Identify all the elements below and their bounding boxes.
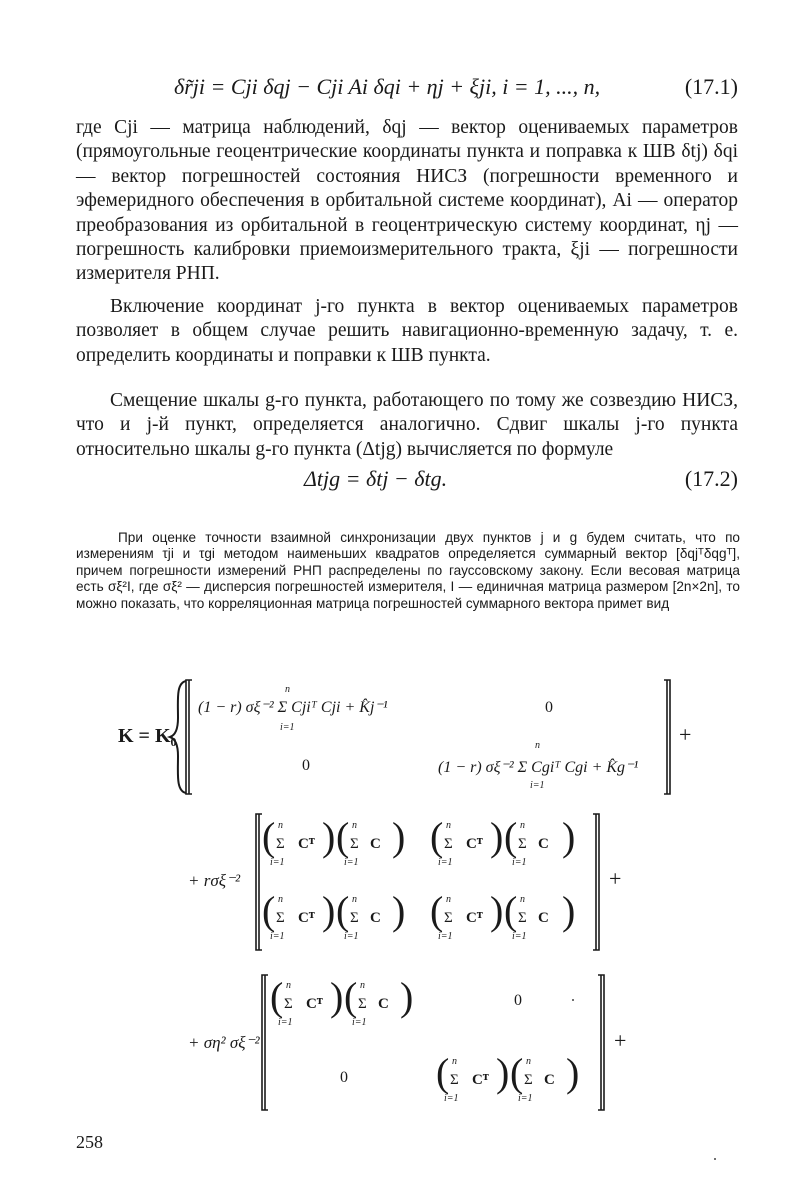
paren-close: )	[322, 814, 336, 859]
equation-17-2-number: (17.2)	[684, 466, 738, 491]
c-matrix: C	[370, 910, 381, 926]
sum-upper: n	[520, 894, 525, 905]
page-number: 258	[76, 1132, 103, 1152]
plus-sign-2: +	[609, 866, 622, 891]
equation-17-1-number: (17.1)	[684, 74, 738, 99]
paren-open: (	[430, 814, 444, 859]
paren-open: (	[262, 888, 276, 933]
sum-lower: i=1	[512, 857, 527, 868]
sum-lower: i=1	[352, 1017, 367, 1028]
paragraph-definitions: где Cji — матрица наблюдений, δqj — вектор оцениваемых параметров (прямоугольные геоцентрические координаты пункта и поправка к ШВ δtj) δqi — вектор погрешностей состояния НИСЗ (погрешности временного и эфемеридного обеспечения в орбитальной системе координат), Ai — оператор преобразования из орбитальной в геоцентрическую систему координат, ηj — погрешность калибровки приемоизмерительного тракта, ξji — погрешности измерителя РНП.	[76, 117, 738, 285]
paren-close: )	[330, 974, 344, 1019]
block1-r2c2: (1 − r) σξ⁻² Σ Cgiᵀ Cgi + K̂g⁻¹	[438, 759, 639, 776]
sum-upper-r2c2: n	[535, 740, 540, 751]
coefficient-block2: + rσξ⁻²	[188, 871, 241, 890]
sigma: Σ	[276, 836, 285, 852]
sum-lower: i=1	[444, 1093, 459, 1104]
block1-r1c1: (1 − r) σξ⁻² Σ Cjiᵀ Cji + K̂j⁻¹	[198, 699, 388, 716]
paren-open: (	[430, 888, 444, 933]
right-bracket-block1-icon	[664, 680, 670, 794]
paren-open: (	[336, 888, 350, 933]
sum-lower: i=1	[438, 857, 453, 868]
sum-lower: i=1	[278, 1017, 293, 1028]
c-matrix: C	[538, 910, 549, 926]
c-matrix: C	[370, 836, 381, 852]
plus-sign-3: +	[614, 1028, 627, 1053]
c-matrix: C	[544, 1072, 555, 1088]
left-bracket-block3-icon	[262, 975, 268, 1110]
block3-r1c2: 0	[514, 992, 522, 1009]
sum-lower-r1c1: i=1	[280, 722, 295, 733]
c-matrix: C	[538, 836, 549, 852]
paren-close: )	[322, 888, 336, 933]
paragraph-time-scale-shift: Смещение шкалы g-го пункта, работающего по тому же созвездию НИСЗ, что и j-й пункт, определяется аналогично. Сдвиг шкалы j-го пункта относительно шкалы g-го пункта (Δtjg) вычисляется по формуле	[76, 390, 738, 460]
print-speck	[572, 999, 574, 1001]
sum-upper: n	[526, 1056, 531, 1067]
sum-upper: n	[278, 820, 283, 831]
c-matrix: Cᵀ	[298, 910, 315, 926]
plus-sign-1: +	[679, 722, 692, 747]
paren-open: (	[344, 974, 358, 1019]
paren-close: )	[490, 814, 504, 859]
c-matrix: Cᵀ	[466, 836, 483, 852]
sigma: Σ	[444, 910, 453, 926]
c-matrix: Cᵀ	[472, 1072, 489, 1088]
block1-r1c2: 0	[545, 699, 553, 716]
c-matrix: C	[378, 996, 389, 1012]
sum-lower: i=1	[270, 931, 285, 942]
paren-close: )	[496, 1050, 510, 1095]
sigma: Σ	[276, 910, 285, 926]
paren-close: )	[490, 888, 504, 933]
block3-r2c1: 0	[340, 1069, 348, 1086]
sigma: Σ	[358, 996, 367, 1012]
sum-lower: i=1	[344, 931, 359, 942]
paren-close: )	[562, 888, 576, 933]
sum-lower: i=1	[270, 857, 285, 868]
c-matrix: Cᵀ	[298, 836, 315, 852]
sigma: Σ	[350, 910, 359, 926]
sum-upper: n	[520, 820, 525, 831]
paren-close: )	[392, 888, 406, 933]
block1-r2c1: 0	[302, 757, 310, 774]
paren-close: )	[566, 1050, 580, 1095]
c-matrix: Cᵀ	[306, 996, 323, 1012]
sum-upper: n	[360, 980, 365, 991]
sum-upper: n	[446, 894, 451, 905]
equation-17-2-formula: Δtjg = δtj − δtg.	[304, 466, 448, 491]
sum-lower-r2c2: i=1	[530, 780, 545, 791]
paren-open: (	[510, 1050, 524, 1095]
paren-open: (	[436, 1050, 450, 1095]
paren-open: (	[336, 814, 350, 859]
block3-cells	[270, 974, 579, 1104]
sum-lower: i=1	[512, 931, 527, 942]
sum-upper: n	[352, 820, 357, 831]
sum-upper-r1c1: n	[285, 684, 290, 695]
paren-open: (	[504, 888, 518, 933]
c-matrix: Cᵀ	[466, 910, 483, 926]
sigma: Σ	[518, 836, 527, 852]
right-bracket-block3-icon	[598, 975, 604, 1110]
sum-upper: n	[352, 894, 357, 905]
paren-open: (	[262, 814, 276, 859]
print-speck	[714, 1158, 716, 1160]
paren-open: (	[504, 814, 518, 859]
paren-close: )	[562, 814, 576, 859]
sum-upper: n	[452, 1056, 457, 1067]
small-print-paragraph: При оценке точности взаимной синхронизации двух пунктов j и g будем считать, что по измерениям τji и τgi методом наименьших квадратов определяется суммарный вектор [δqjᵀδqgᵀ], причем погрешности измерений РНП распределены по гауссовскому закону. Если весовая матрица есть σξ²I, где σξ² — дисперсия погрешностей измерителя, I — единичная матрица размером [2n×2n], то можно показать, что корреляционная матрица погрешностей суммарного вектора примет вид	[76, 530, 740, 611]
paren-open: (	[270, 974, 284, 1019]
right-bracket-block2-icon	[593, 814, 599, 950]
left-double-bracket-icon	[186, 680, 192, 794]
equation-17-1-formula: δr̃ji = Cji δqj − Cji Ai δqi + ηj + ξji, i = 1, ..., n,	[174, 74, 601, 99]
block2-cells	[262, 814, 575, 942]
sum-upper: n	[286, 980, 291, 991]
paren-close: )	[392, 814, 406, 859]
matrix-lhs: K = K₀	[118, 725, 177, 747]
sum-lower: i=1	[344, 857, 359, 868]
sigma: Σ	[524, 1072, 533, 1088]
coefficient-block3: + ση² σξ⁻²	[188, 1033, 260, 1052]
sigma: Σ	[350, 836, 359, 852]
paren-close: )	[400, 974, 414, 1019]
sigma: Σ	[284, 996, 293, 1012]
sigma: Σ	[444, 836, 453, 852]
sum-lower: i=1	[518, 1093, 533, 1104]
sigma: Σ	[518, 910, 527, 926]
sigma: Σ	[450, 1072, 459, 1088]
paragraph-coordinates: Включение координат j-го пункта в вектор оцениваемых параметров позволяет в общем случае решить навигационно-временную задачу, т. е. определить координаты и поправки к ШВ пункта.	[76, 296, 738, 366]
sum-lower: i=1	[438, 931, 453, 942]
sum-upper: n	[278, 894, 283, 905]
sum-upper: n	[446, 820, 451, 831]
